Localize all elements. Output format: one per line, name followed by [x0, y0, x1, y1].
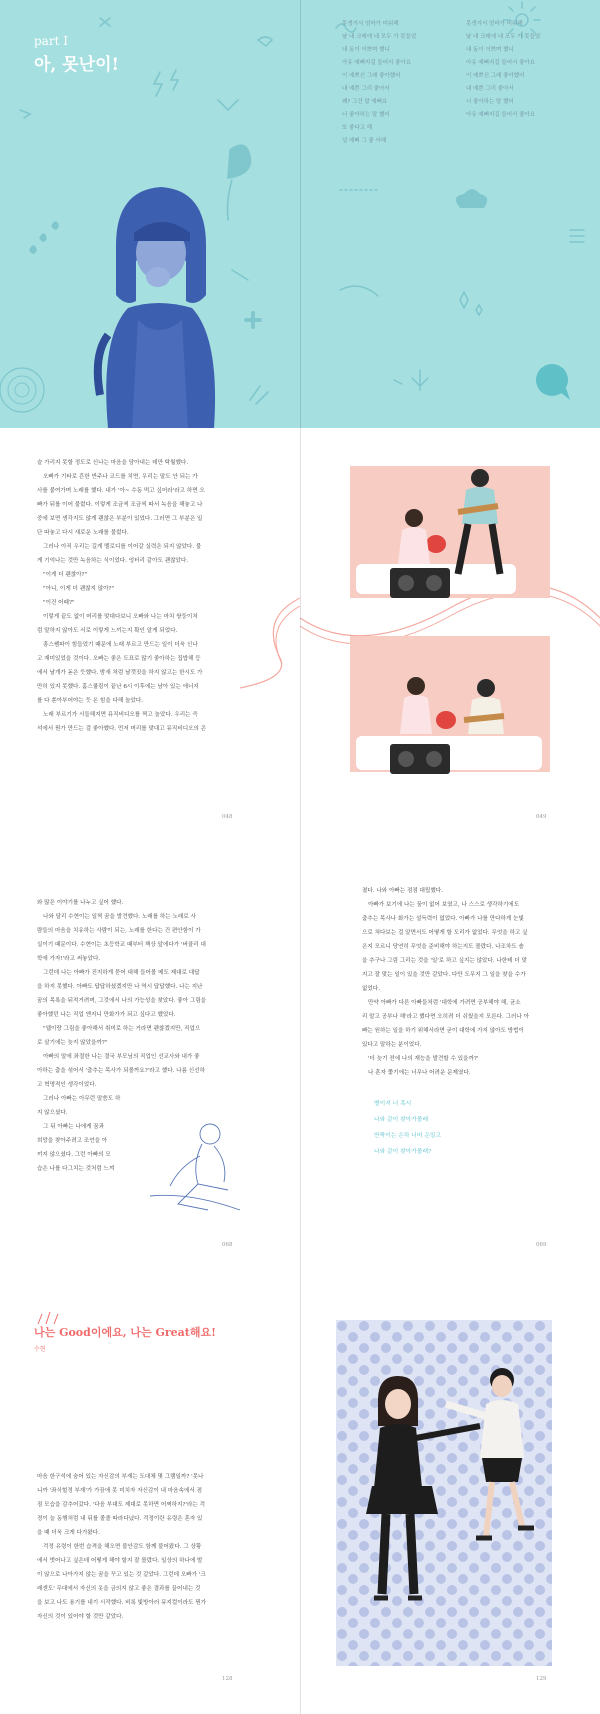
- gutter-divider: [300, 428, 301, 856]
- page-number-069: 069: [536, 1242, 547, 1248]
- spread-068-069: [0, 856, 600, 1284]
- sketch-boy-illustration: [140, 1116, 250, 1216]
- page-number-048: 048: [222, 814, 233, 820]
- cross-doodle-icon: [100, 18, 110, 26]
- spread-048-049: [0, 428, 600, 856]
- duo-photo-top: [350, 466, 550, 598]
- guitar-icon: [464, 716, 504, 720]
- page-number-129: 129: [536, 1676, 547, 1682]
- dotted-photo-background: [336, 1320, 552, 1666]
- spread-part-opener: [0, 0, 600, 428]
- girl-duotone-photo: [78, 185, 228, 428]
- polka-dot-pattern: [336, 1320, 552, 1666]
- body-text-068: 와 많은 이야기를 나누고 싶어 했다. 나와 달리 수현이는 일찍 꿈을 발견했다. 노래를 하는 노래로 사 람들의 마음을 치유하는 사람이 되는, 노래를 한다는 건 편안함이 가 실이기 때문이다. 수현이는 초등학교 때부터 책상 앞에다가 '버클리 대 학에 가자!'라고 써놓았다. 그런데 나는 아빠가 진지하게 묻어 대해 들어볼 메도 제대로 대답 을 하지 못했다. 아빠도 답답하셨겠지만 나 역시 답답했다. 나는 지난 꿈의 목록을 뒤적거려며, 그것에서 나의 가능성을 찾았다. 좋아 그림을 좋아했던 나는 직업 앤지니 만화가가 되고 싶다고 했었다. "웹이랑 그림을 좋아해서 취미로 하는 거라면 괜찮겠지만, 직업으 로 살기에는 늦지 않았을까?" 아빠의 말에 좌절한 나는 결국 부모님의 직업인 선교사와 내가 좋 아하는 춤을 섞어서 '춤추는 목사가 되볼까요?'라고 했다. 나름 신선하 고 혁명적인 생각이었다. 그러나 아빠는 아무런 말씀도 하 지 않으셨다. 그 뒤 아빠는 나에게 꿈과 희망을 찾아주려고 조언을 아 끼지 않으셨다. 그런 아빠의 모 습은 나를 다그치는 것처럼 느껴: [37, 900, 207, 1172]
- tree-doodle-icon: [456, 189, 487, 208]
- duo-guitar-illustration-2: [350, 636, 550, 786]
- page-number-128: 128: [222, 1676, 233, 1682]
- part-title: 아, 못난이!: [34, 55, 119, 75]
- gutter-divider: [300, 1284, 301, 1714]
- page-128: [0, 1284, 300, 1714]
- gutter-divider: [300, 856, 301, 1284]
- duo-guitar-illustration: [350, 456, 550, 606]
- lightning-doodle-icon: [171, 70, 178, 90]
- heart-pillow-icon: [436, 711, 456, 729]
- chapter-author: 수현: [34, 1346, 46, 1353]
- page-068: [0, 856, 300, 1284]
- spread-128-129: [0, 1284, 600, 1714]
- page-129: [300, 1284, 600, 1714]
- lyrics-column-2: 못생겨서 엄마가 미워해 날 내 크레에 네 모두 가 못들었 내 동이 이쁘며 했니 아유 예뻐지길 들어서 좋아요 이 예쁘신 그래 좋아했어 내 예쁜 그리 좋아서 너 좋아하는 말 했어 아유 예뻐지길 들어서 좋아요: [466, 21, 541, 118]
- stroke-doodle-icon: [250, 386, 268, 404]
- hanger-doodle-icon: [258, 37, 272, 46]
- part-label: part I: [34, 34, 68, 48]
- page-part-opener-left: [0, 0, 300, 428]
- page-069: [300, 856, 600, 1284]
- lyrics-column-1: 못생겨서 엄마가 미워해 날 내 크레에 네 모두 가 못들었 내 동이 이쁘며 했니 아유 예뻐지길 들어서 좋아요 이 예쁘신 그래 좋아했어 내 예쁜 그리 좋아서 왜? 그건 말 예뻐요 너 좋아하는 말 했어 또 좋다고 해 널 예뻐 그 좋 아해: [342, 21, 417, 144]
- lightning-doodle-icon: [154, 72, 162, 96]
- page-number-068: 068: [222, 1242, 233, 1248]
- line-doodle-icon: [232, 270, 248, 280]
- swirl-line-decoration: [240, 578, 300, 698]
- heart-doodle-icon: [228, 145, 251, 178]
- duo-photo-bottom: [350, 636, 550, 772]
- page-049: [300, 428, 600, 856]
- body-text-128: 마음 한구석에 숨어 있는 자신감의 부재는 도대체 몇 그램일까? '못나 니까 '좌식헐정 부재'가 가끔에 못 미치자 자신감이 내 마음속에서 점 점 모습을 감추어갔다. '다음 부대도 제대로 못하면 어쩌하지?'라는 걱 정이 늘 동행처럼 내 뒤를 졸졸 따라다녔다. 걱정이란 유령은 혼자 있 을 때 더욱 크게 다가왔다. 걱정 유령이 한번 습격을 해오면 불안감도 함께 불어왔다. 그 상황 에서 벗어나고 싶은데 어떻게 해야 할지 잘 몰랐다. 일상의 하나에 발 이 않으로 나아가지 않는 꿈을 꾸고 있는 것 같았다. 그런데 오빠가 '크 레센도' 무대에서 자신의 옷을 금의지 않고 좋은 결과를 끌어내는 것 을 보고 나도 용기를 내기 시작했다. 비록 빛방아러 뮤지컬이라도 뭔가 자신의 것이 있어야 할 것만 같았다.: [37, 1474, 207, 1620]
- bandage-doodle-icon: [246, 313, 260, 327]
- body-text-048: 슬 가리지 못할 정도로 신나는 마음을 담아내는 데만 탁월했다. 오빠가 기타로 흔한 반주나 코드를 치면, 우리는 말도 안 되는 가 사를 붙여가며 노래를 했다. 내가 '아~ 수동 먹고 싶어라'라고 하면 오 빠가 뒤를 이어 불렀다. 이렇게 조금씩 조금씩 따서 녹음을 해놓고 나 중에 보면 생각지도 않게 괜찮은 부분이 있었다. 그러면 그 부분은 일 단 따놓고 다시 새로운 노래를 불렀다. 그러나 아직 우리는 길게 멜로디를 이어갈 실력은 되지 않았다. 불 게 기억나는 것만 녹음하는 식이었다. 엉터리 같아도 괜찮았다. "이게 더 괜찮아?" "아니, 이게 더 괜찮지 않아?" "이건 어때?" 이렇게 끝도 없이 머리를 맞대다보니 오빠와 나는 마치 쌍둥이처 럼 말하지 않아도 서로 이렇게 느끼는지 확인 알게 되었다. 흥스쌤파이 힘들었기 때문에 노래 부르고 만드는 일이 더욱 신나 고 재미있었을 것이다. 오빠는 좋은 도표로 많기 좋아하는 집밥해 등 에서 날개가 돋은 듯했다. 밤새 처럼 날갯짓을 하지 않고는 한시도 가 만히 있지 못했다. 홈스쿨링이 끝난 6시 이후에는 남아 있는 에너지 를 다 쏟아부어야는 듯 온 힘을 다해 놀았다. 노래 부르기가 시들해지면 뮤직비디오를 찍고 놀았다. 우리는 즉 석에서 뭔가 만드는 걸 좋아했다. 먼저 머리를 맞대고 뮤직비디오의 콘: [37, 460, 207, 732]
- heart-pillow-icon: [426, 535, 446, 553]
- scribble-circle-icon: [0, 368, 44, 412]
- lyric-quote-block: 별이지 너 혹시 나와 같이 찾아가볼래 반짝이는 은하 너머 은밀고 나와 같이 찾아가볼래?: [374, 1101, 442, 1155]
- sparkle-icon: [460, 292, 468, 308]
- gutter-divider: [300, 0, 301, 428]
- curl-doodle-icon: [228, 180, 233, 220]
- page-part-opener-right: [300, 0, 600, 428]
- pointing-hand-doodle-icon: [340, 286, 378, 296]
- burst-doodle-icon: [394, 370, 428, 390]
- chapter-title: 나는 Good이에요, 나는 Great해요!: [34, 1326, 216, 1339]
- check-doodle-icon: [218, 100, 238, 110]
- arrow-doodle-icon: [20, 110, 30, 118]
- lines-doodle-icon: [570, 230, 584, 242]
- page-048: [0, 428, 300, 856]
- page-number-049: 049: [536, 814, 547, 820]
- body-text-069: 졌다. 나와 아빠는 점점 대립했다. 아빠가 보기에 나는 꿈이 없어 보였고, 나 스스로 생각하기에도 춤추는 목사나 화가는 설득력이 없었다. 아빠가 나를 만다하게 눈빛 으로 쳐다보는 걸 알면서도 어떻게 할 도리가 없었다. 무엇을 하고 싶 은지 모르니 당연히 무엇을 준비해야 하는지도 몰랐다. 나조차도 솔 을 추구나 그림 그리는 것을 '일'로 하고 싶지는 않았다. 나한테 더 맞 지고 잘 맞는 일이 있을 것만 같았다. 다만 도무지 그 일을 찾을 수가 없었다. 만약 아빠가 다른 아빠들처럼 '대학에 가려면 공부해야 해, 균소 리 말고 공부나 해'라고 했다면 오히려 더 쉬웠을지 모른다. 그러나 아 빠는 원하는 일을 하기 위해서라면 굳이 대학에 가지 않아도 방법이 있다고 말하는 분이었다. '더 늦기 전에 나의 재능을 발견할 수 있을까?' 나 혼자 쫓기에는 너무나 어려운 문제였다.: [362, 888, 529, 1076]
